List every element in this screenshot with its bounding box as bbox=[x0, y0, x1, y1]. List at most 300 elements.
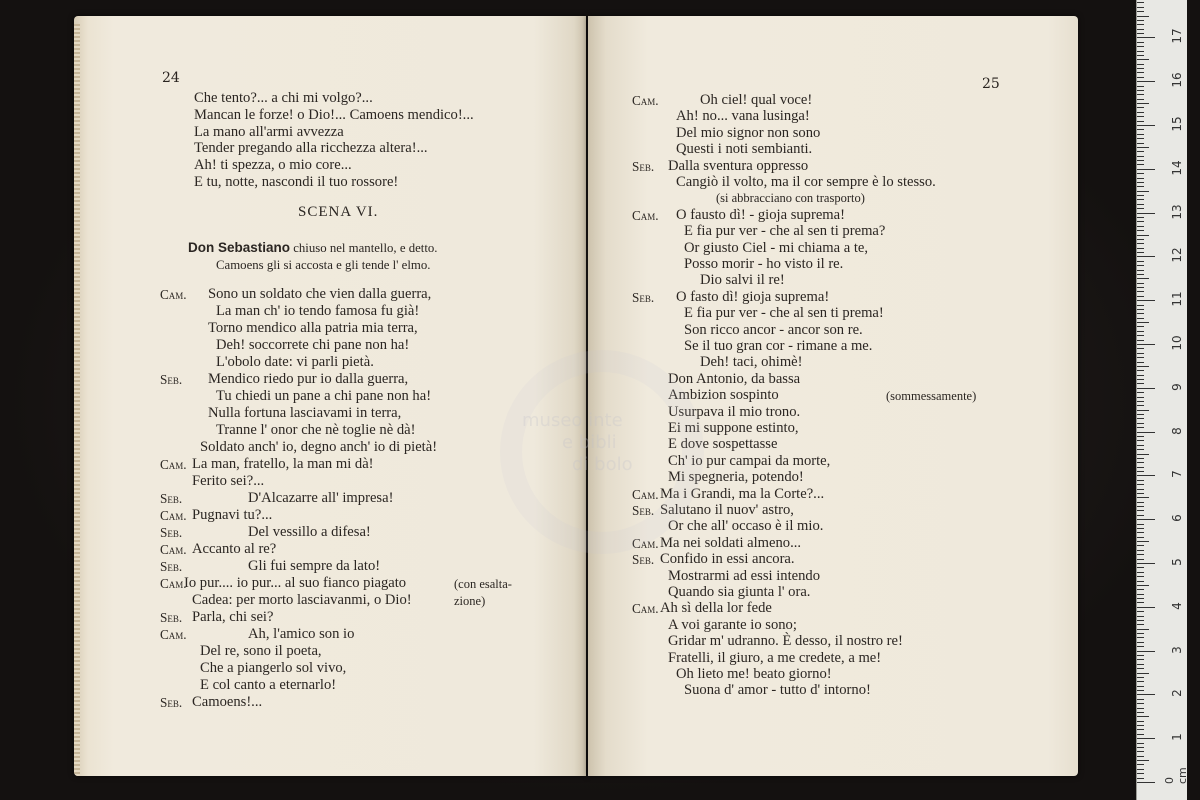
ruler-tick bbox=[1137, 261, 1144, 262]
ruler-tick bbox=[1137, 239, 1144, 240]
dialogue-line: Del re, sono il poeta, bbox=[200, 643, 322, 659]
speaker-label: Cam. bbox=[632, 535, 659, 551]
dialogue-line: Del mio signor non sono bbox=[676, 124, 821, 141]
ruler-tick bbox=[1137, 664, 1144, 665]
dialogue-line: Nulla fortuna lasciavami in terra, bbox=[208, 405, 402, 421]
dialogue-line: Gridar m' udranno. È desso, il nostro re! bbox=[668, 633, 903, 650]
cast-line-1-text: chiuso nel mantello, e detto. bbox=[290, 241, 438, 255]
ruler-tick bbox=[1137, 545, 1144, 546]
ruler-tick bbox=[1137, 576, 1144, 577]
speaker-label: Cam. bbox=[160, 287, 187, 302]
ruler-number: 15 bbox=[1170, 116, 1184, 132]
ruler-tick bbox=[1137, 195, 1144, 196]
ruler-number: 11 bbox=[1170, 291, 1184, 307]
ruler-tick bbox=[1137, 554, 1144, 555]
dialogue-line: Cadea: per morto lasciavanmi, o Dio! bbox=[192, 592, 412, 608]
ruler-tick bbox=[1137, 362, 1144, 363]
ruler-tick bbox=[1137, 313, 1144, 314]
dialogue-line: L'obolo date: vi parli pietà. bbox=[216, 354, 374, 370]
ruler-tick bbox=[1137, 405, 1144, 406]
ruler-tick bbox=[1137, 629, 1149, 630]
dialogue-line: Che a piangerlo sol vivo, bbox=[200, 660, 347, 676]
ruler-tick bbox=[1137, 440, 1144, 441]
dialogue-line: Mi spegneria, potendo! bbox=[668, 469, 804, 486]
ruler-tick bbox=[1137, 436, 1144, 437]
ruler-number: 12 bbox=[1170, 247, 1184, 264]
dialogue-line: Confido in essi ancora. bbox=[660, 551, 795, 568]
dialogue-line: Oh ciel! qual voce! bbox=[700, 92, 813, 108]
cast-line-1 bbox=[188, 240, 438, 256]
ruler-tick bbox=[1137, 379, 1144, 380]
dialogue-line: La man, fratello, la man mi dà! bbox=[192, 456, 374, 472]
dialogue-line: E dove sospettasse bbox=[668, 436, 778, 453]
ruler-tick bbox=[1137, 291, 1144, 292]
ruler-tick bbox=[1137, 510, 1144, 511]
ruler-tick bbox=[1137, 729, 1144, 730]
ruler-tick bbox=[1137, 335, 1144, 336]
ruler-number: 3 bbox=[1170, 645, 1184, 654]
ruler-tick bbox=[1137, 642, 1144, 643]
dialogue-line: Posso morir - ho visto il re. bbox=[684, 256, 844, 272]
dialogue-line: Don Antonio, da bassa bbox=[668, 370, 801, 387]
ruler-tick bbox=[1137, 708, 1144, 709]
ruler-tick bbox=[1137, 515, 1144, 516]
ruler-tick bbox=[1137, 686, 1144, 687]
speaker-label: Seb. bbox=[160, 695, 183, 710]
dialogue-line: Deh! soccorrete chi pane non ha! bbox=[216, 337, 410, 353]
ruler-tick bbox=[1137, 445, 1144, 446]
ruler-number: 13 bbox=[1170, 203, 1184, 220]
ruler-tick bbox=[1137, 756, 1144, 757]
dialogue-line: Gli fui sempre da lato! bbox=[248, 558, 381, 574]
speaker-label: Seb. bbox=[160, 525, 183, 540]
ruler-tick bbox=[1137, 651, 1155, 652]
ruler-tick bbox=[1137, 173, 1144, 174]
ruler-tick bbox=[1137, 322, 1149, 323]
ruler-tick bbox=[1137, 589, 1144, 590]
ruler-tick bbox=[1137, 725, 1144, 726]
ruler-tick bbox=[1137, 138, 1144, 139]
ruler-tick bbox=[1137, 134, 1144, 135]
dialogue-line: Deh! taci, ohimè! bbox=[700, 354, 803, 371]
ruler-tick bbox=[1137, 738, 1155, 739]
ruler-tick bbox=[1137, 471, 1144, 472]
dialogue-line: Del vessillo a difesa! bbox=[248, 524, 371, 540]
dialogue-line: Ah sì della lor fede bbox=[660, 600, 772, 617]
ruler-tick bbox=[1137, 64, 1144, 65]
left-page bbox=[74, 16, 586, 776]
ruler-tick bbox=[1137, 524, 1144, 525]
ruler-tick bbox=[1137, 449, 1144, 450]
dialogue-line: Se il tuo gran cor - rimane a me. bbox=[684, 338, 873, 354]
ruler-tick bbox=[1137, 116, 1144, 117]
ruler-tick bbox=[1137, 29, 1144, 30]
dialogue-line: Camoens!... bbox=[192, 694, 263, 710]
ruler-tick bbox=[1137, 506, 1144, 507]
ruler-tick bbox=[1137, 300, 1155, 301]
ruler-tick bbox=[1137, 305, 1144, 306]
speaker-label: Cam. bbox=[632, 601, 659, 617]
ruler-tick bbox=[1137, 484, 1144, 485]
dialogue-line: Tranne l' onor che nè toglie nè dà! bbox=[216, 422, 416, 438]
ruler-tick bbox=[1137, 375, 1144, 376]
ruler-tick bbox=[1137, 235, 1149, 236]
ruler-tick bbox=[1137, 480, 1144, 481]
ruler-tick bbox=[1137, 537, 1144, 538]
verse-line: E tu, notte, nascondi il tuo rossore! bbox=[194, 174, 399, 190]
ruler-tick bbox=[1137, 51, 1144, 52]
ruler-tick bbox=[1137, 326, 1144, 327]
ruler-tick bbox=[1137, 659, 1144, 660]
ruler-tick bbox=[1137, 318, 1144, 319]
speaker-label: Seb. bbox=[632, 158, 655, 174]
dialogue-line: Ma nei soldati almeno... bbox=[660, 534, 802, 551]
ruler-tick bbox=[1137, 743, 1144, 744]
ruler-tick bbox=[1137, 182, 1144, 183]
ruler-tick bbox=[1137, 213, 1155, 214]
dialogue-line: Ma i Grandi, ma la Corte?... bbox=[660, 485, 825, 502]
ruler-tick bbox=[1137, 11, 1144, 12]
ruler-tick bbox=[1137, 129, 1144, 130]
ruler-tick bbox=[1137, 458, 1144, 459]
ruler-tick bbox=[1137, 125, 1155, 126]
cast-name: Don Sebastiano bbox=[188, 240, 291, 255]
ruler-tick bbox=[1137, 59, 1149, 60]
ruler-tick bbox=[1137, 581, 1144, 582]
speaker-label: Cam. bbox=[160, 457, 187, 472]
dialogue-line: Quando sia giunta l' ora. bbox=[668, 584, 811, 600]
ruler-tick bbox=[1137, 699, 1144, 700]
ruler-tick bbox=[1137, 169, 1155, 170]
ruler-tick bbox=[1137, 414, 1144, 415]
ruler-tick bbox=[1137, 598, 1144, 599]
ruler-tick bbox=[1137, 72, 1144, 73]
watermark-line-2: e bibli bbox=[562, 432, 617, 453]
verse-line: Ah! ti spezza, o mio core... bbox=[194, 157, 352, 174]
speaker-label: Cam. bbox=[160, 627, 187, 642]
dialogue-line: Questi i noti sembianti. bbox=[676, 141, 813, 158]
speaker-label: Seb. bbox=[632, 289, 655, 305]
ruler-tick bbox=[1137, 151, 1144, 152]
speaker-label: Cam. bbox=[160, 508, 187, 523]
dialogue-line: Son ricco ancor - ancor son re. bbox=[684, 321, 863, 338]
ruler-tick bbox=[1137, 734, 1144, 735]
watermark-text bbox=[522, 410, 633, 476]
ruler-tick bbox=[1137, 252, 1144, 253]
ruler-tick bbox=[1137, 296, 1144, 297]
dialogue-line: A voi garante io sono; bbox=[668, 616, 797, 633]
dialogue-line: Oh lieto me! beato giorno! bbox=[676, 666, 832, 682]
dialogue-line: Suona d' amor - tutto d' intorno! bbox=[684, 682, 871, 699]
ruler-tick bbox=[1137, 432, 1155, 433]
ruler-tick bbox=[1137, 143, 1144, 144]
ruler-tick bbox=[1137, 541, 1149, 542]
ruler-tick bbox=[1137, 178, 1144, 179]
dialogue-line: E fia pur ver - che al sen ti prema! bbox=[684, 305, 884, 322]
stage-direction: zione) bbox=[454, 594, 486, 608]
ruler-tick bbox=[1137, 186, 1144, 187]
ruler-tick bbox=[1137, 668, 1144, 669]
ruler-tick bbox=[1137, 519, 1155, 520]
ruler-number: 6 bbox=[1170, 514, 1184, 523]
ruler-tick bbox=[1137, 217, 1144, 218]
stage-direction: (sommessamente) bbox=[886, 389, 977, 404]
dialogue-line: D'Alcazarre all' impresa! bbox=[248, 490, 394, 506]
ruler-tick bbox=[1137, 191, 1149, 192]
ruler-tick bbox=[1137, 287, 1144, 288]
ruler-tick bbox=[1137, 633, 1144, 634]
speaker-label: Cam. bbox=[632, 486, 659, 502]
dialogue-line: Sono un soldato che vien dalla guerra, bbox=[208, 286, 432, 302]
dialogue-line: Dalla sventura oppresso bbox=[668, 157, 809, 174]
dialogue-line: Usurpava il mio trono. bbox=[668, 403, 801, 420]
dialogue-line: Mostrarmi ad essi intendo bbox=[668, 567, 820, 584]
ruler-tick bbox=[1137, 563, 1155, 564]
ruler-tick bbox=[1137, 764, 1144, 765]
ruler-tick bbox=[1137, 204, 1144, 205]
ruler-number: 17 bbox=[1170, 28, 1184, 45]
ruler-tick bbox=[1137, 265, 1144, 266]
cast-line-2: Camoens gli si accosta e gli tende l' elmo. bbox=[216, 258, 431, 272]
ruler-tick bbox=[1137, 572, 1144, 573]
ruler-tick bbox=[1137, 37, 1155, 38]
ruler-tick bbox=[1137, 226, 1144, 227]
ruler-tick bbox=[1137, 585, 1149, 586]
dialogue-line: Ah! no... vana lusinga! bbox=[676, 108, 810, 125]
ruler-tick bbox=[1137, 103, 1149, 104]
ruler-tick bbox=[1137, 77, 1144, 78]
ruler-tick bbox=[1137, 383, 1144, 384]
speaker-label: Cam. bbox=[632, 207, 659, 223]
ruler-tick bbox=[1137, 747, 1144, 748]
ruler-tick bbox=[1137, 86, 1144, 87]
verse-line: Tender pregando alla ricchezza altera!... bbox=[194, 140, 428, 157]
ruler-tick bbox=[1137, 694, 1155, 695]
stage-direction: (con esalta- bbox=[454, 577, 512, 591]
dialogue-line: Ferito sei?... bbox=[192, 473, 265, 489]
ruler-tick bbox=[1137, 620, 1144, 621]
ruler-tick bbox=[1137, 611, 1144, 612]
ruler-tick bbox=[1137, 42, 1144, 43]
ruler-tick bbox=[1137, 230, 1144, 231]
ruler-tick bbox=[1137, 147, 1149, 148]
ruler-tick bbox=[1137, 703, 1144, 704]
ruler-tick bbox=[1137, 2, 1144, 3]
dialogue-line: E col canto a eternarlo! bbox=[200, 677, 337, 693]
ruler-tick bbox=[1137, 462, 1144, 463]
dialogue-line: Salutano il nuov' astro, bbox=[660, 502, 794, 518]
ruler-tick bbox=[1137, 283, 1144, 284]
ruler-tick bbox=[1137, 646, 1144, 647]
verse-line: Che tento?... a chi mi volgo?... bbox=[194, 90, 373, 106]
speaker-label: Seb. bbox=[160, 559, 183, 574]
ruler-tick bbox=[1137, 208, 1144, 209]
ruler-tick bbox=[1137, 677, 1144, 678]
ruler-tick bbox=[1137, 467, 1144, 468]
ruler-number: 5 bbox=[1170, 558, 1184, 566]
speaker-label: Cam. bbox=[160, 542, 187, 557]
ruler-number: 9 bbox=[1170, 382, 1184, 391]
ruler-number: 16 bbox=[1170, 72, 1184, 88]
ruler-tick bbox=[1137, 716, 1149, 717]
speaker-label: Cam. bbox=[632, 93, 659, 108]
dialogue-line: Parla, chi sei? bbox=[192, 609, 274, 625]
page-number-left: 24 bbox=[162, 70, 180, 86]
ruler-tick bbox=[1137, 357, 1144, 358]
ruler-tick bbox=[1137, 423, 1144, 424]
ruler-tick bbox=[1137, 274, 1144, 275]
dialogue-line: Tu chiedi un pane a chi pane non ha! bbox=[216, 388, 432, 404]
dialogue-line: Or che all' occaso è il mio. bbox=[668, 518, 824, 535]
dialogue-line: La man ch' io tendo famosa fu già! bbox=[216, 303, 420, 319]
dialogue-line: O fausto dì! - gioja suprema! bbox=[676, 206, 845, 223]
speaker-label: Cam. bbox=[160, 576, 187, 591]
ruler-tick bbox=[1137, 392, 1144, 393]
ruler-tick bbox=[1137, 370, 1144, 371]
ruler-tick bbox=[1137, 160, 1144, 161]
ruler-tick bbox=[1137, 270, 1144, 271]
ruler-number: 8 bbox=[1170, 426, 1184, 435]
speaker-label: Seb. bbox=[632, 503, 655, 518]
ruler-tick bbox=[1137, 427, 1144, 428]
ruler-tick bbox=[1137, 673, 1149, 674]
dialogue-line: Soldato anch' io, degno anch' io di pietà! bbox=[200, 439, 438, 455]
dialogue-line: Cangiò il volto, ma il cor sempre è lo stesso. bbox=[676, 174, 936, 190]
ruler-tick bbox=[1137, 340, 1144, 341]
dialogue-line: O fasto dì! gioja suprema! bbox=[676, 288, 830, 305]
page-number-right: 25 bbox=[982, 76, 1000, 92]
dialogue-line: Mendico riedo pur io dalla guerra, bbox=[208, 371, 409, 387]
ruler-number: 1 bbox=[1170, 733, 1184, 742]
ruler-tick bbox=[1137, 20, 1144, 21]
dialogue-line: Ah, l'amico son io bbox=[248, 626, 355, 642]
watermark-line-1: museo inte bbox=[522, 410, 623, 431]
ruler-tick bbox=[1137, 16, 1149, 17]
ruler-tick bbox=[1137, 107, 1144, 108]
ruler-tick bbox=[1137, 602, 1144, 603]
ruler-tick bbox=[1137, 637, 1144, 638]
ruler-tick bbox=[1137, 331, 1144, 332]
ruler-tick bbox=[1137, 712, 1144, 713]
dialogue-line: Pugnavi tu?... bbox=[192, 507, 273, 523]
ruler-tick bbox=[1137, 616, 1144, 617]
ruler-tick bbox=[1137, 607, 1155, 608]
ruler-tick bbox=[1137, 94, 1144, 95]
ruler-tick bbox=[1137, 681, 1144, 682]
ruler-number: 7 bbox=[1170, 470, 1184, 479]
ruler-tick bbox=[1137, 418, 1144, 419]
page-edges bbox=[74, 24, 80, 776]
speaker-label: Seb. bbox=[632, 552, 655, 568]
ruler-tick bbox=[1137, 243, 1144, 244]
ruler-tick bbox=[1137, 278, 1149, 279]
ruler-tick bbox=[1137, 353, 1144, 354]
ruler-tick bbox=[1137, 528, 1144, 529]
speaker-label: Seb. bbox=[160, 372, 183, 387]
dialogue-line: Ambizion sospinto bbox=[668, 387, 779, 404]
dialogue-line: Dio salvi il re! bbox=[700, 272, 785, 289]
dialogue-line: (si abbracciano con trasporto) bbox=[716, 191, 865, 206]
ruler-tick bbox=[1137, 248, 1144, 249]
ruler-tick bbox=[1137, 68, 1144, 69]
dialogue-line: Accanto al re? bbox=[192, 541, 277, 557]
ruler-tick bbox=[1137, 397, 1144, 398]
ruler-tick bbox=[1137, 366, 1149, 367]
ruler-tick bbox=[1137, 199, 1144, 200]
ruler-tick bbox=[1137, 156, 1144, 157]
ruler-tick bbox=[1137, 90, 1144, 91]
ruler-tick bbox=[1137, 493, 1144, 494]
ruler-tick bbox=[1137, 99, 1144, 100]
ruler-tick bbox=[1137, 256, 1155, 257]
ruler-tick bbox=[1137, 24, 1144, 25]
ruler-tick bbox=[1137, 782, 1155, 783]
verse-line: Mancan le forze! o Dio!... Camoens mendico!... bbox=[194, 106, 474, 123]
ruler-tick bbox=[1137, 81, 1155, 82]
ruler-tick bbox=[1137, 550, 1144, 551]
measuring-ruler bbox=[1136, 0, 1187, 800]
ruler-tick bbox=[1137, 309, 1144, 310]
ruler-number: 2 bbox=[1170, 689, 1184, 698]
ruler-number: 10 bbox=[1170, 335, 1184, 351]
ruler-tick bbox=[1137, 33, 1144, 34]
dialogue-line: E fia pur ver - che al sen ti prema? bbox=[684, 223, 886, 240]
dialogue-line: Or giusto Ciel - mi chiama a te, bbox=[684, 239, 868, 256]
ruler-tick bbox=[1137, 112, 1144, 113]
ruler-tick bbox=[1137, 164, 1144, 165]
ruler-tick bbox=[1137, 567, 1144, 568]
ruler-tick bbox=[1137, 7, 1144, 8]
speaker-label: Seb. bbox=[160, 610, 183, 625]
ruler-tick bbox=[1137, 121, 1144, 122]
ruler-tick bbox=[1137, 388, 1155, 389]
dialogue-line: Fratelli, il giuro, a me credete, a me! bbox=[668, 649, 882, 666]
ruler-tick bbox=[1137, 773, 1144, 774]
ruler-tick bbox=[1137, 55, 1144, 56]
ruler-unit: 0 cm bbox=[1163, 767, 1189, 784]
dialogue-line: Torno mendico alla patria mia terra, bbox=[208, 320, 418, 336]
ruler-tick bbox=[1137, 769, 1144, 770]
dialogue-line: Ch' io pur campai da morte, bbox=[668, 452, 831, 469]
ruler-tick bbox=[1137, 46, 1144, 47]
ruler-tick bbox=[1137, 690, 1144, 691]
ruler-tick bbox=[1137, 401, 1144, 402]
watermark-line-3: di bolo bbox=[572, 454, 633, 475]
ruler-tick bbox=[1137, 221, 1144, 222]
ruler-tick bbox=[1137, 348, 1144, 349]
ruler-tick bbox=[1137, 559, 1144, 560]
scene-title: SCENA VI. bbox=[298, 204, 379, 220]
ruler-tick bbox=[1137, 624, 1144, 625]
ruler-tick bbox=[1137, 721, 1144, 722]
ruler-tick bbox=[1137, 475, 1155, 476]
ruler-tick bbox=[1137, 760, 1149, 761]
ruler-tick bbox=[1137, 532, 1144, 533]
ruler-tick bbox=[1137, 502, 1144, 503]
ruler-tick bbox=[1137, 594, 1144, 595]
ruler-tick bbox=[1137, 489, 1144, 490]
dialogue-line: Ei mi suppone estinto, bbox=[668, 420, 799, 436]
verse-line: La mano all'armi avvezza bbox=[194, 123, 344, 140]
ruler-tick bbox=[1137, 454, 1149, 455]
speaker-label: Seb. bbox=[160, 491, 183, 506]
ruler-number: 4 bbox=[1170, 601, 1184, 610]
ruler-tick bbox=[1137, 497, 1149, 498]
ruler-tick bbox=[1137, 655, 1144, 656]
dialogue-line: Io pur.... io pur... al suo fianco piagato bbox=[184, 575, 407, 591]
ruler-number: 14 bbox=[1170, 160, 1184, 176]
ruler-tick bbox=[1137, 410, 1149, 411]
